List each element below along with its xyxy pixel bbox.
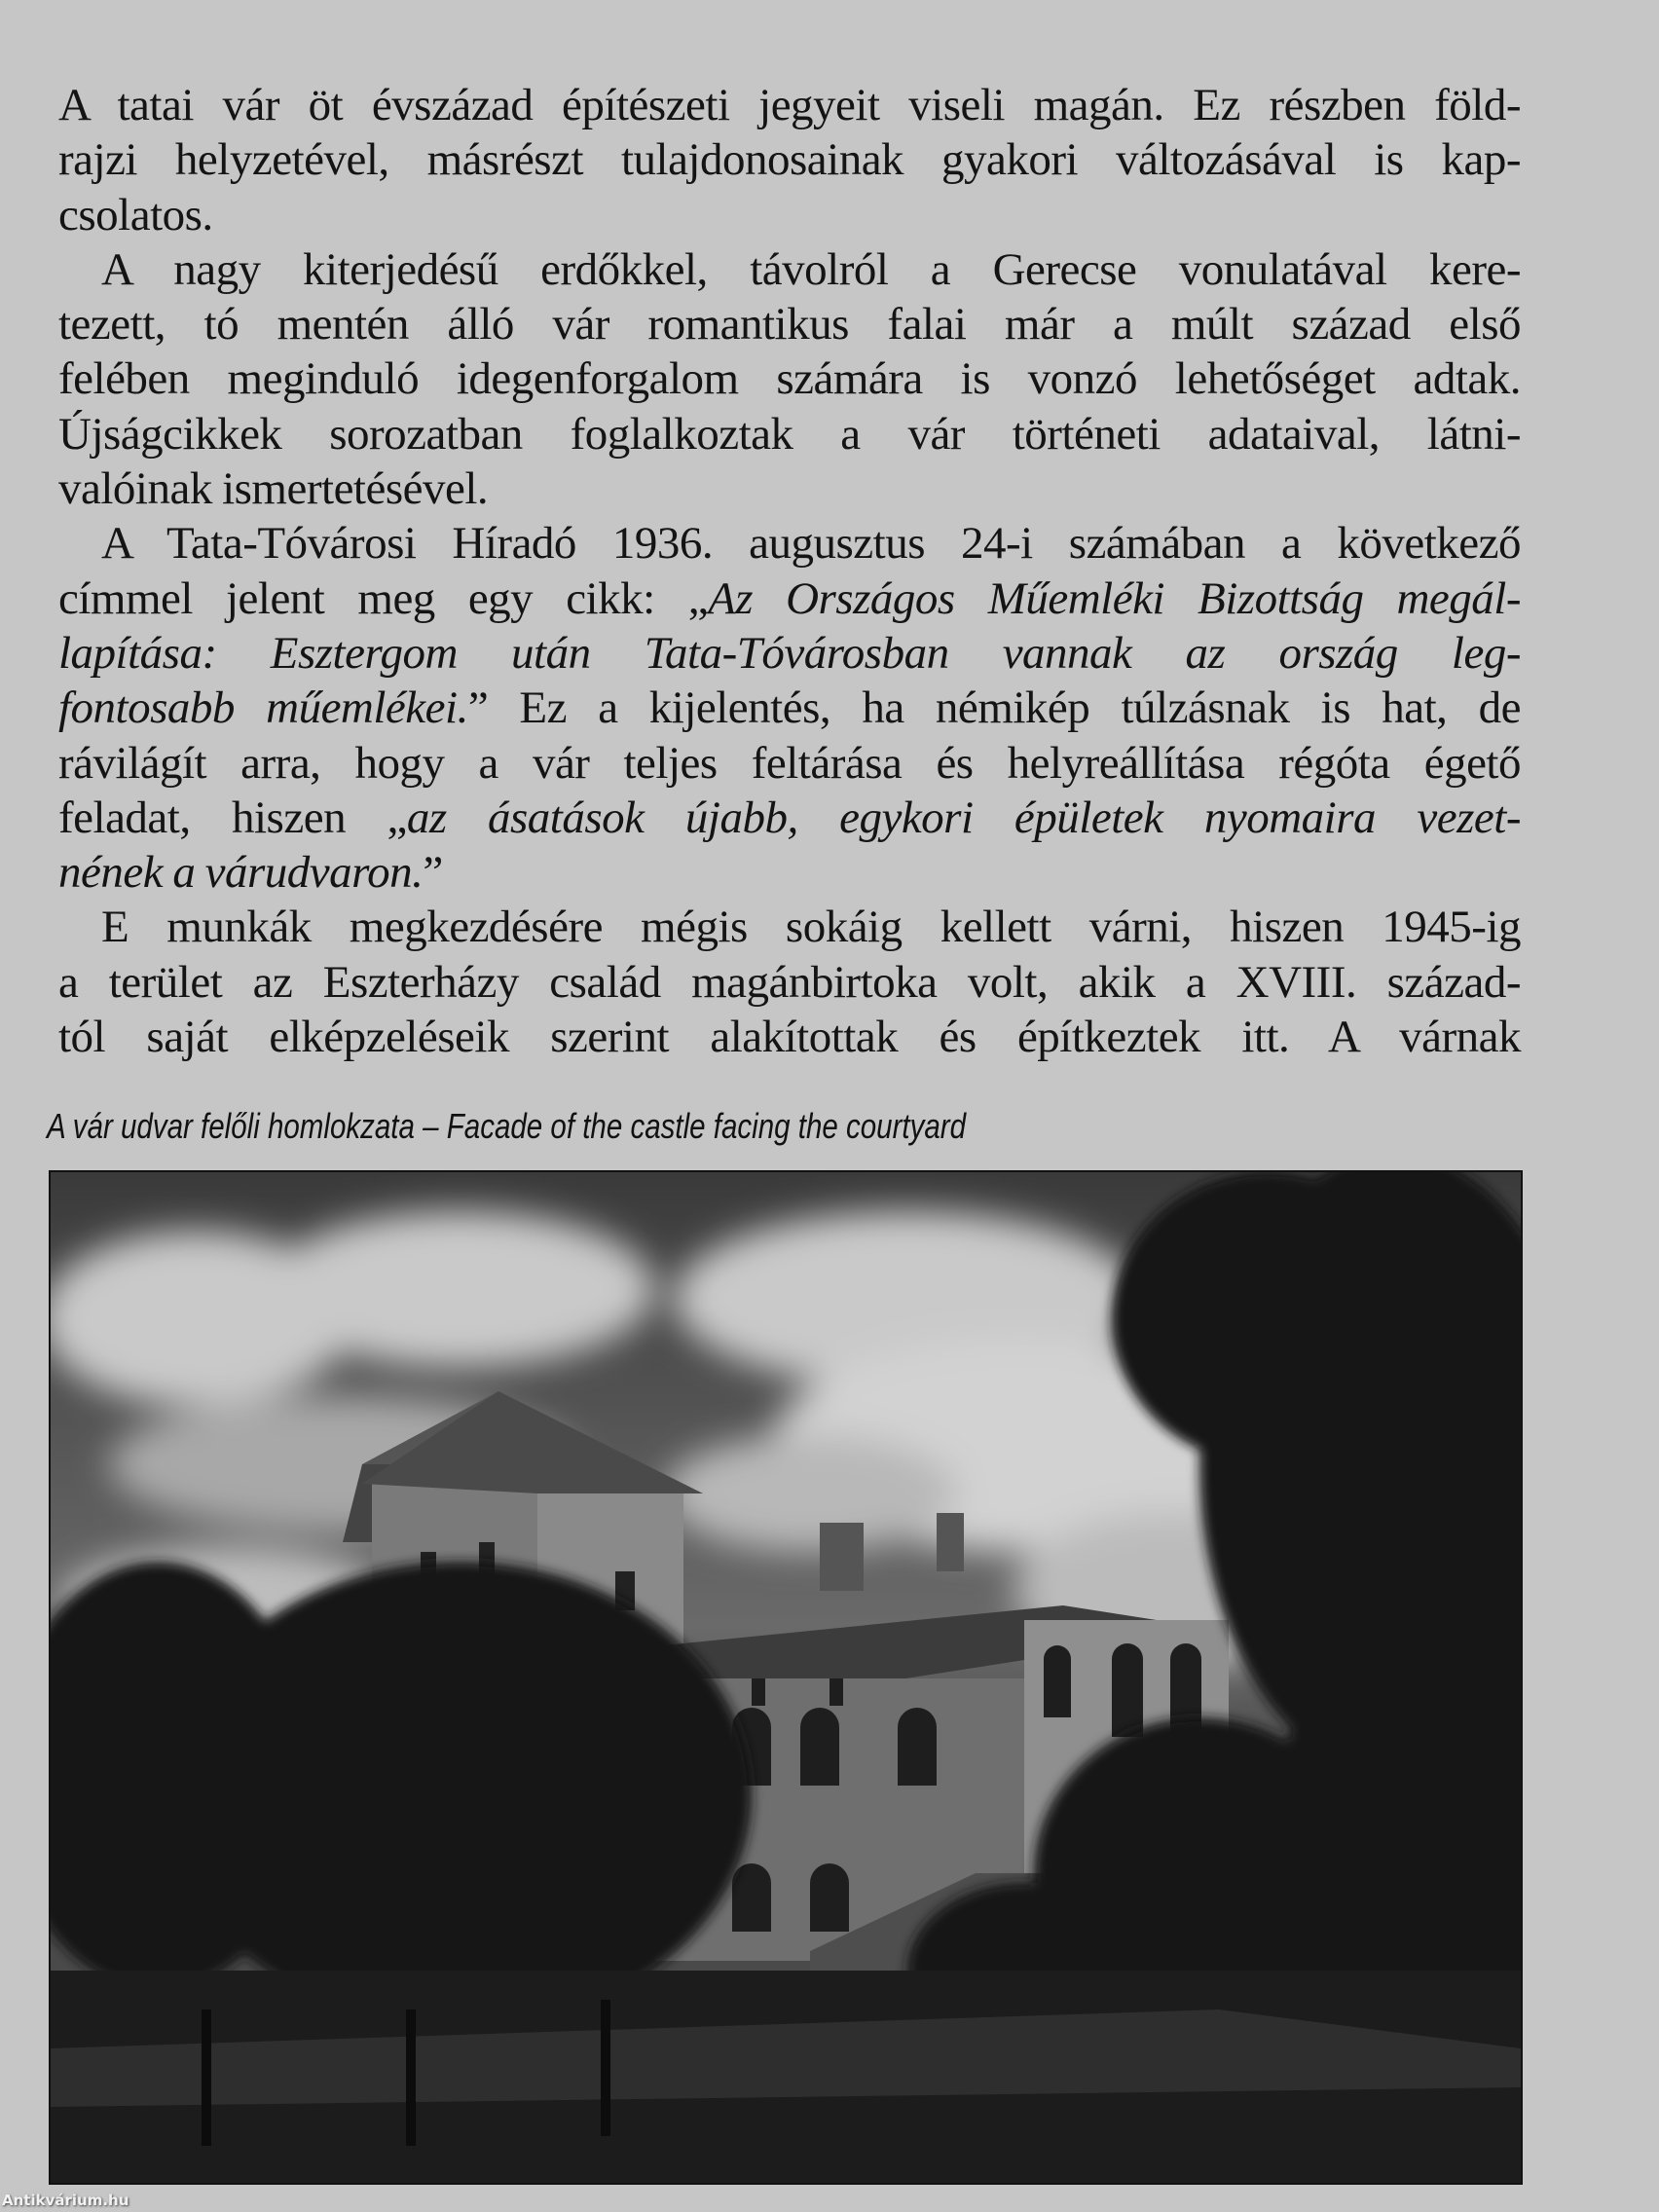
text-line [58, 188, 1521, 242]
text-line [58, 132, 1521, 187]
italic-quote-segment: lapítása: Esztergom után Tata-Tóvárosban vannak az ország leg- [58, 627, 1521, 679]
text-segment: Újságcikkek sorozatban foglalkoztak a vár történeti adataival, látni- [58, 408, 1521, 460]
text-segment: ” Ez a kijelentés, ha némikép túlzásnak is hat, de [467, 682, 1521, 734]
text-line [58, 736, 1521, 791]
text-line [58, 571, 1521, 626]
text-line [58, 681, 1521, 735]
figure-caption: A vár udvar felőli homlokzata – Facade of the castle facing the courtyard [47, 1106, 967, 1146]
text-line [58, 516, 1521, 571]
italic-quote-segment: fontosabb műemlékei. [58, 682, 468, 734]
text-line [58, 407, 1521, 461]
text-line [58, 351, 1521, 406]
text-segment: feladat, hiszen „ [58, 792, 407, 843]
text-segment: tezett, tó mentén álló vár romantikus falai már a múlt század első [58, 299, 1521, 350]
watermark-logo: Antikvárium.hu [2, 2192, 129, 2209]
text-segment: felében meginduló idegenforgalom számára is vonzó lehetőséget adtak. [58, 353, 1521, 405]
text-segment: rajzi helyzetével, másrészt tulajdonosainak gyakori változásával is kap- [58, 134, 1521, 186]
text-line [58, 845, 1521, 900]
text-segment: tól saját elképzeléseik szerint alakítottak és építkeztek itt. A várnak [58, 1012, 1521, 1063]
text-line [58, 900, 1521, 954]
text-segment: ” [423, 847, 443, 899]
italic-quote-segment: Az Országos Műemléki Bizottság megál- [708, 572, 1522, 624]
castle-photo [49, 1170, 1523, 2185]
text-line [58, 242, 1521, 297]
text-segment: A nagy kiterjedésű erdőkkel, távolról a Gerecse vonulatával kere- [101, 243, 1521, 295]
text-line [58, 461, 1521, 516]
text-segment: csolatos. [58, 189, 213, 240]
italic-quote-segment: nének a várudvaron. [58, 847, 424, 899]
text-segment: rávilágít arra, hogy a vár teljes feltárása és helyreállítása régóta égető [58, 737, 1521, 789]
text-line [58, 1010, 1521, 1064]
text-line [58, 78, 1521, 132]
text-segment: E munkák megkezdésére mégis sokáig kellett várni, hiszen 1945-ig [101, 902, 1521, 953]
text-segment: címmel jelent meg egy cikk: „ [58, 572, 709, 624]
text-segment: A tatai vár öt évszázad építészeti jegyeit viseli magán. Ez részben föld- [58, 80, 1521, 130]
text-line [58, 955, 1521, 1010]
text-line [58, 791, 1521, 845]
text-segment: A Tata-Tóvárosi Híradó 1936. augusztus 24-i számában a következő [101, 518, 1521, 570]
text-line [58, 626, 1521, 681]
italic-quote-segment: az ásatások újabb, egykori épületek nyomaira vezet- [406, 792, 1522, 843]
text-segment: a terület az Eszterházy család magánbirtoka volt, akik a XVIII. század- [58, 956, 1521, 1008]
text-segment: valóinak ismertetésével. [58, 463, 489, 515]
body-text [58, 78, 1521, 1064]
text-line [58, 297, 1521, 351]
castle-photo-image [51, 1172, 1521, 2183]
